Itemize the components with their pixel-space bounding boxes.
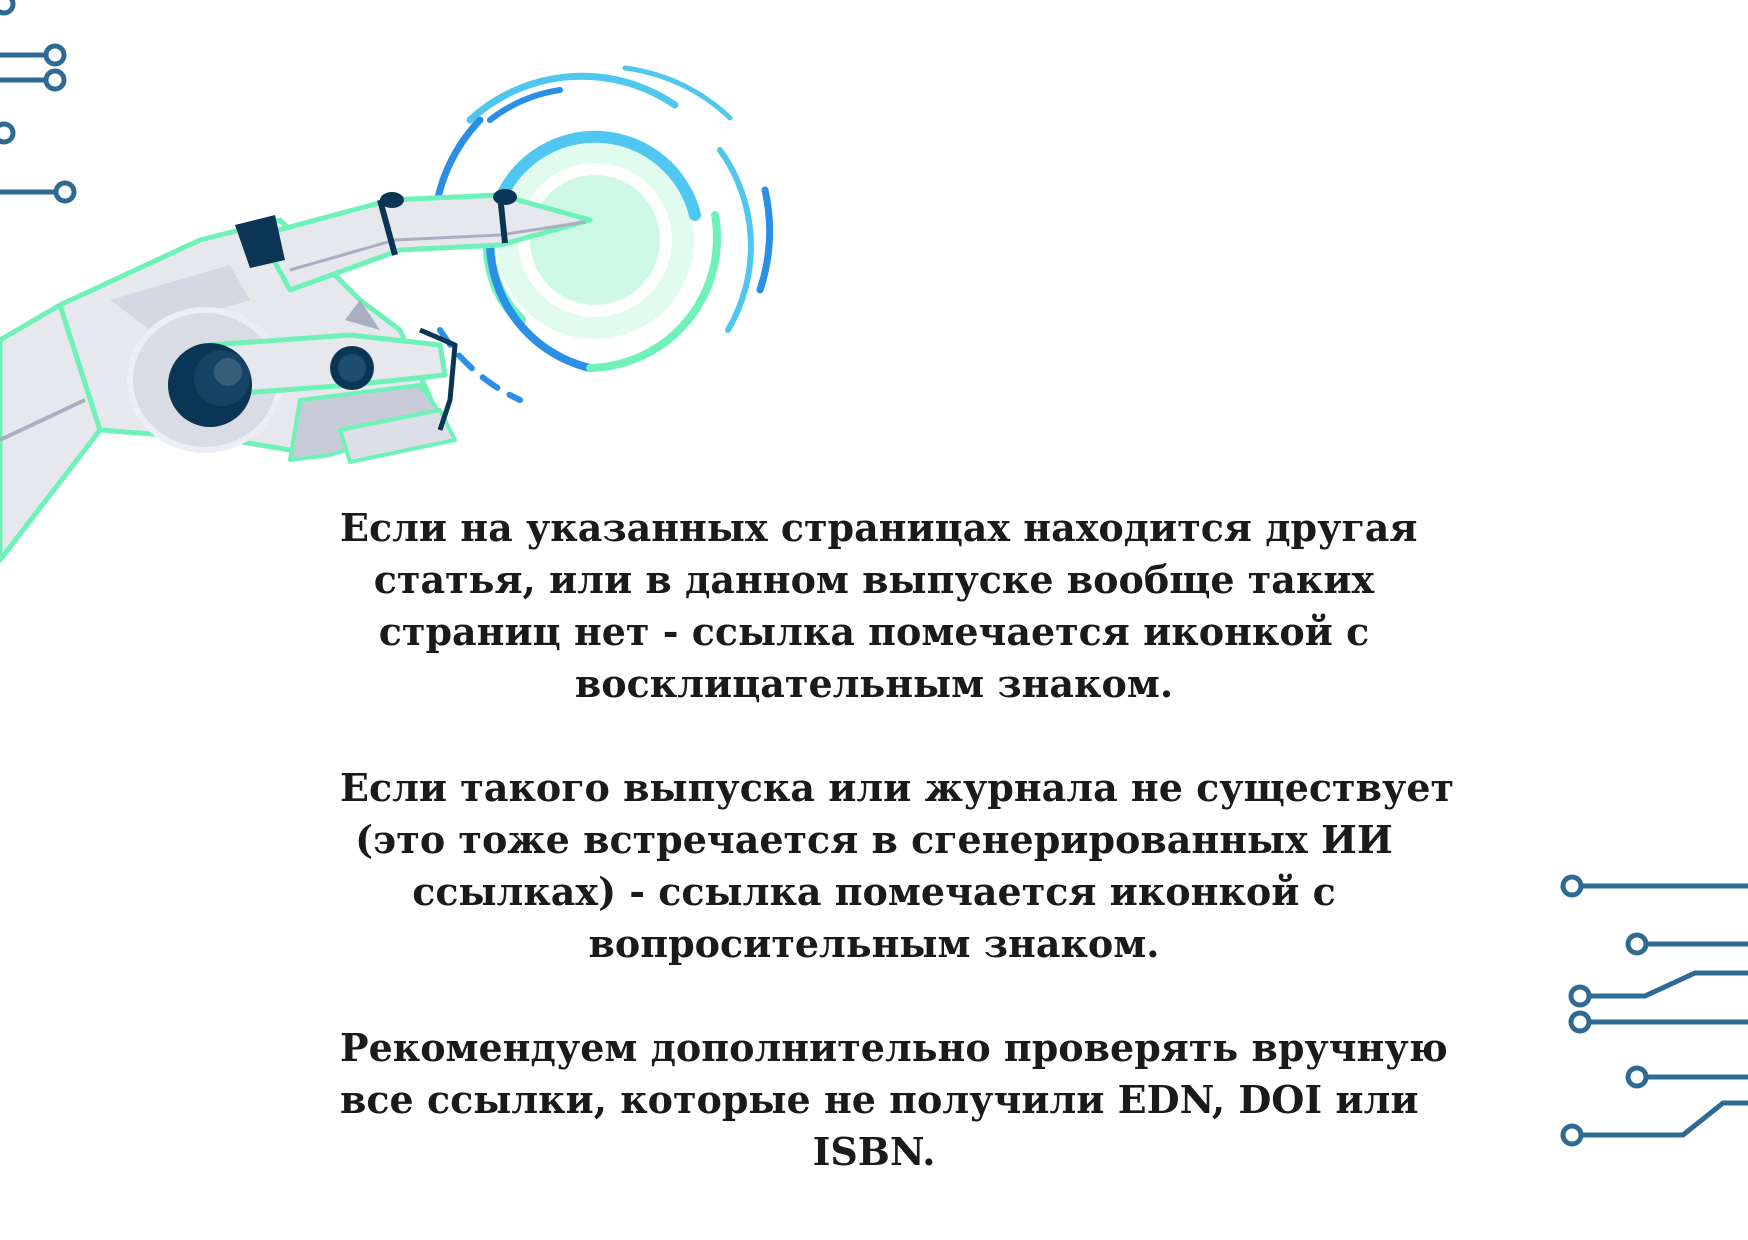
text-line: Если на указанных страницах находится другая (340, 505, 1418, 550)
text-line: (это тоже встречается в сгенерированных ИИ (355, 817, 1393, 862)
text-line: статья, или в данном выпуске вообще таких (373, 557, 1375, 602)
text-line: Если такого выпуска или журнала не существует (340, 765, 1455, 810)
text-line: все ссылки, которые не получили EDN, DOI или (340, 1077, 1419, 1122)
text-line: вопросительным знаком. (588, 921, 1160, 966)
text-line: Рекомендуем дополнительно проверять вручную (340, 1025, 1448, 1070)
paragraph-exclamation-mark (340, 502, 1418, 710)
text-line: ISBN. (812, 1129, 936, 1174)
circuit-lines-right-icon (1563, 877, 1748, 1144)
main-text (340, 502, 1455, 1178)
paragraph-recommendation (340, 1022, 1448, 1178)
text-line: страниц нет - ссылка помечается иконкой с (378, 609, 1370, 654)
paragraph-question-mark (340, 762, 1455, 970)
text-line: ссылках) - ссылка помечается иконкой с (412, 869, 1336, 914)
text-line: восклицательным знаком. (574, 661, 1174, 706)
circuit-lines-left-icon (0, 0, 74, 201)
